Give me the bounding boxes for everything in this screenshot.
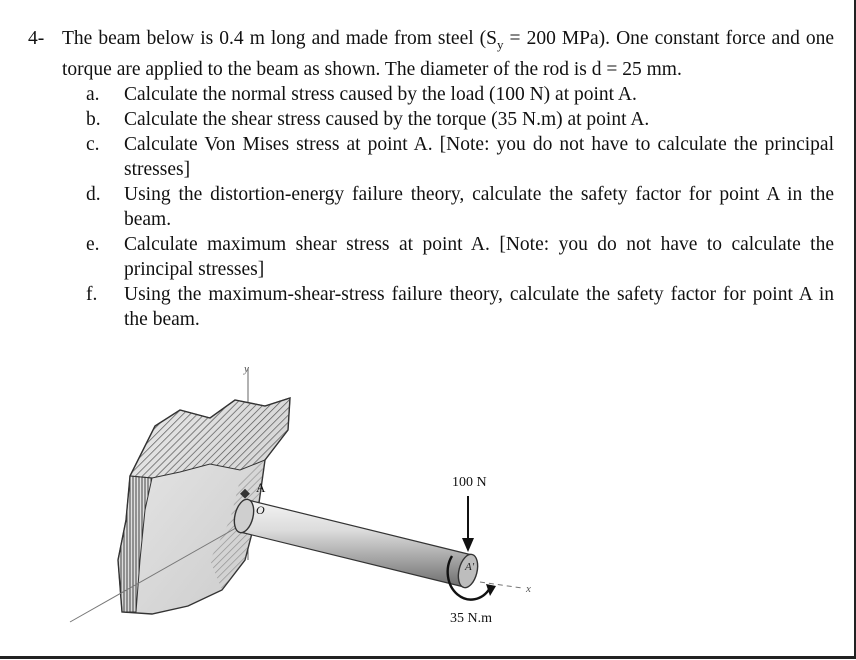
part-a [86,82,834,107]
problem-stem [28,26,834,82]
origin-label: O [256,503,265,517]
problem-4 [28,26,834,332]
x-axis-label: x [526,583,531,595]
force-arrow [462,496,474,552]
stem-text-2: = 200 MPa). One constant force and one torque are applied to the beam as shown. The diameter of the rod is d = 25 mm. [62,28,834,80]
part-e [86,232,834,282]
part-text: Calculate maximum shear stress at point A. [Note: you do not have to calculate the principal stresses] [124,233,834,280]
part-f [86,282,834,332]
part-c [86,132,834,182]
y-axis-label: y [244,363,249,375]
part-text: Using the distortion-energy failure theory, calculate the safety factor for point A in the beam. [124,183,834,230]
part-text: Calculate Von Mises stress at point A. [Note: you do not have to calculate the principal stresses] [124,133,834,180]
steel-rod [231,497,481,589]
part-d [86,182,834,232]
problem-number: 4- [28,28,45,49]
torque-label: 35 N.m [450,611,492,626]
part-label: f. [86,283,98,305]
part-label: b. [86,108,101,130]
part-label: c. [86,133,100,155]
parts-list [28,82,834,332]
part-label: e. [86,233,100,255]
part-text: Calculate the shear stress caused by the torque (35 N.m) at point A. [124,108,650,130]
point-a-end-label: A' [465,561,475,573]
part-b [86,107,834,132]
stem-subscript: y [497,36,504,52]
part-label: a. [86,83,100,105]
beam-diagram [60,360,560,650]
beam-figure [60,360,560,650]
x-axis [480,582,522,588]
stem-text-1: The beam below is 0.4 m long and made from steel (S [62,28,498,49]
part-text: Using the maximum-shear-stress failure theory, calculate the safety factor for point A in the beam. [124,283,834,330]
problem-statement [62,26,834,82]
force-label: 100 N [452,475,487,490]
part-text: Calculate the normal stress caused by the load (100 N) at point A. [124,83,637,105]
part-label: d. [86,183,101,205]
point-a-label: A [256,480,266,495]
